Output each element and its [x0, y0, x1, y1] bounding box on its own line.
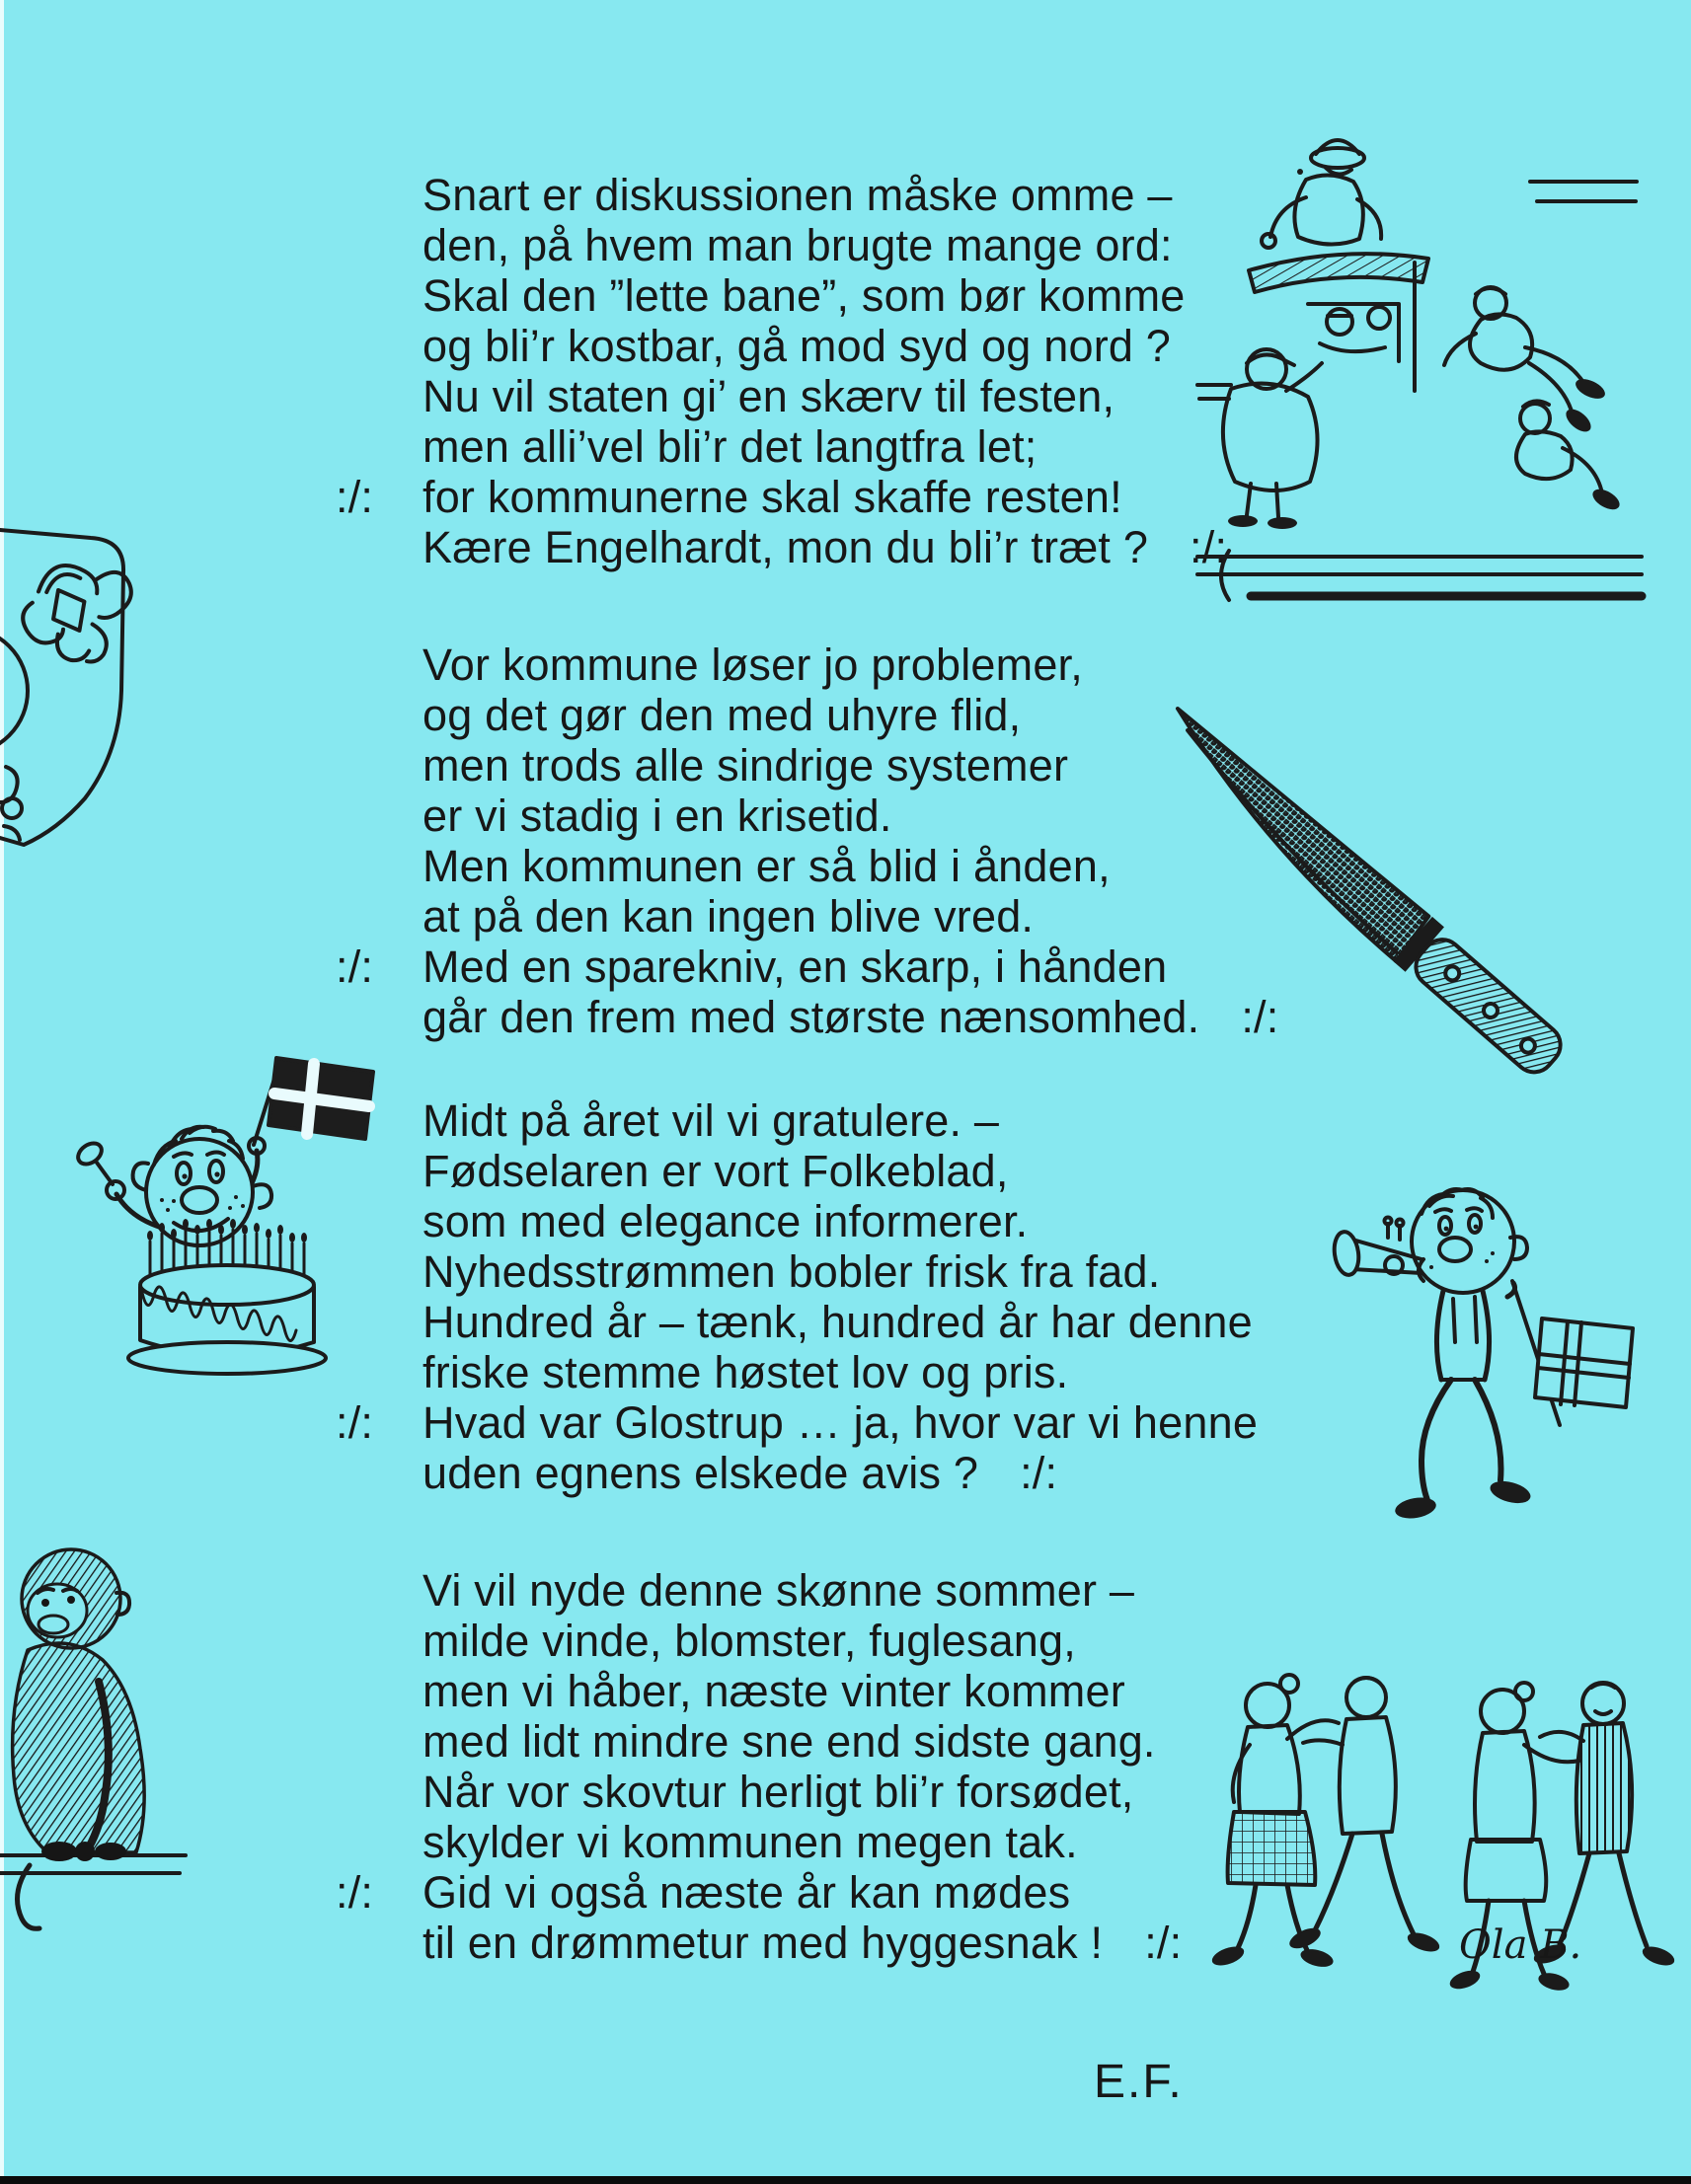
verse-line: Nyhedsstrømmen bobler frisk fra fad.	[423, 1246, 1161, 1297]
verse-line: Vor kommune løser jo problemer,	[423, 640, 1083, 690]
verse-line-text: uden egnens elskede avis ?	[423, 1448, 979, 1498]
verse-line: Vi vil nyde denne skønne sommer –	[423, 1565, 1135, 1616]
artist-signature: Ola B.	[1459, 1922, 1582, 1968]
repeat-marker-start: :/:	[336, 472, 374, 522]
verse-line-text: Kære Engelhardt, mon du bli’r træt ?	[423, 522, 1149, 572]
dancing-couples-illustration	[1177, 1646, 1690, 2041]
verse-line: milde vinde, blomster, fuglesang,	[423, 1616, 1076, 1666]
stanza-3	[336, 1095, 1259, 1498]
verse-line	[423, 1448, 1258, 1498]
verse-line: men vi håber, næste vinter kommer	[423, 1666, 1125, 1716]
verse-line: Skal den ”lette bane”, som bør komme	[423, 270, 1186, 321]
troll-with-cake-illustration	[71, 1044, 397, 1385]
verse-line-text: går den frem med største nænsomhed.	[423, 992, 1200, 1042]
verse-line: Når vor skovtur herligt bli’r forsødet,	[423, 1767, 1134, 1817]
verse-line-text: Med en sparekniv, en skarp, i hånden	[423, 941, 1168, 992]
repeat-marker-end: :/:	[1241, 992, 1279, 1042]
verse-line: og bli’r kostbar, gå mod syd og nord ?	[423, 321, 1172, 371]
verse-line-text: for kommunerne skal skaffe resten!	[423, 472, 1122, 522]
troll-with-horn-illustration	[1305, 1143, 1641, 1552]
verse-line	[336, 1867, 1182, 1918]
verse-line	[423, 522, 1227, 572]
verse-line	[423, 1918, 1182, 1968]
repeat-marker-start: :/:	[336, 941, 374, 992]
verse-line	[336, 472, 1227, 522]
repeat-marker-end: :/:	[1020, 1448, 1058, 1498]
verse-line-text: Hvad var Glostrup … ja, hvor var vi henne	[423, 1397, 1259, 1448]
verse-line: Snart er diskussionen måske omme –	[423, 170, 1173, 220]
monkey-on-branch-illustration	[0, 1512, 192, 1934]
verse-line: som med elegance informerer.	[423, 1196, 1029, 1246]
repeat-marker-start: :/:	[336, 1867, 374, 1918]
verse-line-text: til en drømmetur med hyggesnak !	[423, 1918, 1104, 1968]
verse-line: Men kommunen er så blid i ånden,	[423, 841, 1111, 891]
coat-of-arms-shield-illustration	[0, 508, 148, 854]
carving-knife-illustration	[1150, 681, 1624, 1100]
stanza-1	[336, 170, 1228, 572]
verse-line: men trods alle sindrige systemer	[423, 740, 1069, 791]
repeat-marker-start: :/:	[336, 1397, 374, 1448]
verse-line-text: Gid vi også næste år kan mødes	[423, 1867, 1071, 1918]
verse-line: skylder vi kommunen megen tak.	[423, 1817, 1078, 1867]
verse-line: med lidt mindre sne end sidste gang.	[423, 1716, 1156, 1767]
author-initials: E.F.	[1094, 2056, 1184, 2108]
repeat-marker-end: :/:	[1144, 1918, 1183, 1968]
verse-line: friske stemme høstet lov og pris.	[423, 1347, 1069, 1397]
verse-line: men alli’vel bli’r det langtfra let;	[423, 421, 1038, 472]
verse-line: den, på hvem man brugte mange ord:	[423, 220, 1173, 270]
verse-line: Fødselaren er vort Folkeblad,	[423, 1146, 1009, 1196]
verse-line: Midt på året vil vi gratulere. –	[423, 1095, 1000, 1146]
verse-line	[336, 1397, 1259, 1448]
verse-line: Hundred år – tænk, hundred år har denne	[423, 1297, 1253, 1347]
verse-line: og det gør den med uhyre flid,	[423, 690, 1022, 740]
verse-line: at på den kan ingen blive vred.	[423, 891, 1035, 941]
verse-line: er vi stadig i en krisetid.	[423, 791, 892, 841]
tram-boarding-cartoon-illustration	[1190, 120, 1649, 619]
scan-edge-bottom	[0, 2176, 1691, 2184]
stanza-4	[336, 1565, 1183, 1968]
verse-line: Nu vil staten gi’ en skærv til festen,	[423, 371, 1115, 421]
repeat-marker-end: :/:	[1190, 522, 1228, 572]
